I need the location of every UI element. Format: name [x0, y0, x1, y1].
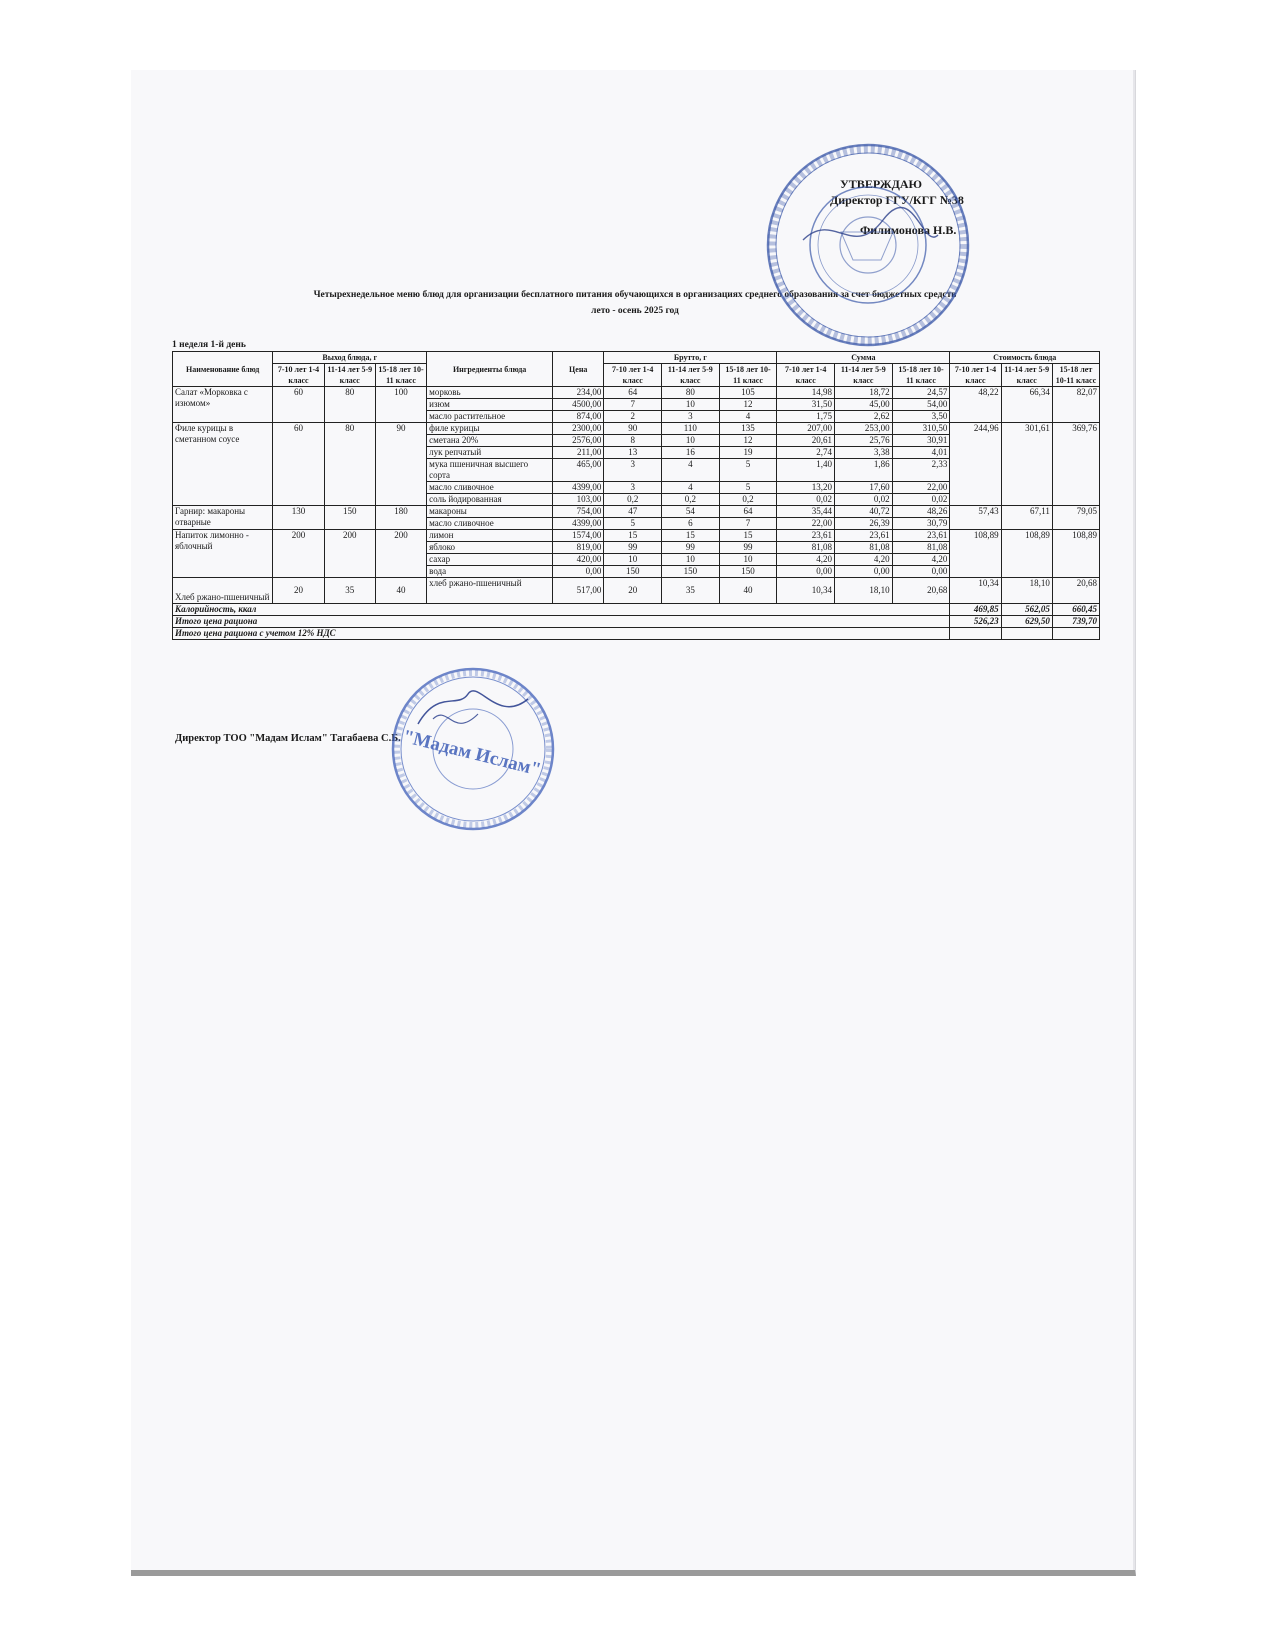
gross-cell: 99 [719, 542, 777, 554]
gross-cell: 90 [604, 423, 662, 435]
header-age: 15-18 лет 10-11 класс [719, 364, 777, 387]
gross-cell: 35 [662, 578, 720, 604]
dish-name: Филе курицы в сметанном соусе [173, 423, 273, 506]
gross-cell: 64 [604, 387, 662, 399]
yield-cell: 35 [324, 578, 375, 604]
gross-cell: 19 [719, 447, 777, 459]
gross-cell: 15 [604, 530, 662, 542]
total-cell: 739,70 [1052, 616, 1099, 628]
cost-cell: 57,43 [950, 506, 1001, 530]
gross-cell: 6 [662, 518, 720, 530]
ingredient-cell: масло сливочное [427, 518, 553, 530]
table-row [173, 387, 1100, 399]
sum-cell: 30,91 [892, 435, 950, 447]
total-cell: 629,50 [1001, 616, 1052, 628]
sum-cell: 22,00 [777, 518, 835, 530]
cost-cell: 244,96 [950, 423, 1001, 506]
gross-cell: 20 [604, 578, 662, 604]
price-cell: 4399,00 [553, 518, 604, 530]
cost-cell: 10,34 [950, 578, 1001, 604]
yield-cell: 90 [375, 423, 426, 506]
gross-cell: 2 [604, 411, 662, 423]
cost-cell: 108,89 [1001, 530, 1052, 578]
header-age: 7-10 лет 1-4 класс [604, 364, 662, 387]
total-cell: 562,05 [1001, 604, 1052, 616]
header-dish: Наименование блюд [173, 352, 273, 387]
dish-name: Гарнир: макароны отварные [173, 506, 273, 530]
price-cell: 4399,00 [553, 482, 604, 494]
sum-cell: 4,01 [892, 447, 950, 459]
gross-cell: 40 [719, 578, 777, 604]
gross-cell: 0,2 [604, 494, 662, 506]
sum-cell: 31,50 [777, 399, 835, 411]
sum-cell: 1,86 [835, 459, 893, 482]
approval-heading: УТВЕРЖДАЮ [840, 177, 923, 191]
sum-cell: 3,50 [892, 411, 950, 423]
yield-cell: 200 [324, 530, 375, 578]
dish-name: Напиток лимонно - яблочный [173, 530, 273, 578]
price-cell: 754,00 [553, 506, 604, 518]
yield-cell: 80 [324, 387, 375, 423]
sum-cell: 2,33 [892, 459, 950, 482]
dish-name: Салат «Морковка с изюмом» [173, 387, 273, 423]
total-cell: 469,85 [950, 604, 1001, 616]
total-cell [1052, 628, 1099, 640]
table-row [173, 578, 1100, 604]
header-price: Цена [553, 352, 604, 387]
gross-cell: 47 [604, 506, 662, 518]
sum-cell: 1,75 [777, 411, 835, 423]
cost-cell: 369,76 [1052, 423, 1099, 506]
gross-cell: 10 [604, 554, 662, 566]
document-title: Четырехнедельное меню блюд для организации бесплатного питания обучающихся в организациях среднего образования за счет бюджетных средств [313, 290, 957, 300]
yield-cell: 130 [273, 506, 324, 530]
gross-cell: 99 [662, 542, 720, 554]
header-gross: Брутто, г [604, 352, 777, 364]
sum-cell: 26,39 [835, 518, 893, 530]
gross-cell: 105 [719, 387, 777, 399]
menu-table [172, 351, 1100, 640]
yield-cell: 60 [273, 423, 324, 506]
ingredient-cell: мука пшеничная высшего сорта [427, 459, 553, 482]
sum-cell: 0,02 [835, 494, 893, 506]
gross-cell: 13 [604, 447, 662, 459]
header-age: 11-14 лет 5-9 класс [662, 364, 720, 387]
price-cell: 517,00 [553, 578, 604, 604]
price-cell: 420,00 [553, 554, 604, 566]
ingredient-cell: морковь [427, 387, 553, 399]
price-cell: 234,00 [553, 387, 604, 399]
ingredient-cell: яблоко [427, 542, 553, 554]
gross-cell: 5 [719, 482, 777, 494]
gross-cell: 150 [662, 566, 720, 578]
price-cell: 1574,00 [553, 530, 604, 542]
sum-cell: 17,60 [835, 482, 893, 494]
sum-cell: 48,26 [892, 506, 950, 518]
gross-cell: 12 [719, 435, 777, 447]
sum-cell: 4,20 [835, 554, 893, 566]
gross-cell: 4 [662, 482, 720, 494]
total-label: Итого цена рациона с учетом 12% НДС [173, 628, 950, 640]
sum-cell: 23,61 [892, 530, 950, 542]
yield-cell: 200 [273, 530, 324, 578]
sum-cell: 35,44 [777, 506, 835, 518]
gross-cell: 15 [662, 530, 720, 542]
approval-block [830, 176, 964, 238]
sum-cell: 23,61 [777, 530, 835, 542]
gross-cell: 12 [719, 399, 777, 411]
sum-cell: 24,57 [892, 387, 950, 399]
cost-cell: 108,89 [950, 530, 1001, 578]
sum-cell: 4,20 [777, 554, 835, 566]
gross-cell: 80 [662, 387, 720, 399]
cost-cell: 108,89 [1052, 530, 1099, 578]
approval-position: Директор ГГУ/КГГ №38 [830, 193, 964, 207]
total-row [173, 604, 1100, 616]
price-cell: 0,00 [553, 566, 604, 578]
header-yield: Выход блюда, г [273, 352, 427, 364]
sum-cell: 0,02 [892, 494, 950, 506]
header-age: 7-10 лет 1-4 класс [950, 364, 1001, 387]
total-cell [1001, 628, 1052, 640]
gross-cell: 150 [604, 566, 662, 578]
approval-name: Филимонова Н.В. [860, 223, 957, 237]
price-cell: 819,00 [553, 542, 604, 554]
sum-cell: 4,20 [892, 554, 950, 566]
ingredient-cell: лук репчатый [427, 447, 553, 459]
gross-cell: 64 [719, 506, 777, 518]
total-cell [950, 628, 1001, 640]
gross-cell: 7 [719, 518, 777, 530]
cost-cell: 18,10 [1001, 578, 1052, 604]
header-age: 15-18 лет 10-11 класс [1052, 364, 1099, 387]
price-cell: 4500,00 [553, 399, 604, 411]
sum-cell: 0,00 [892, 566, 950, 578]
ingredient-cell: сметана 20% [427, 435, 553, 447]
table-row [173, 530, 1100, 542]
gross-cell: 3 [662, 411, 720, 423]
table-header-row [173, 352, 1100, 364]
cost-cell: 301,61 [1001, 423, 1052, 506]
total-cell: 660,45 [1052, 604, 1099, 616]
header-age: 11-14 лет 5-9 класс [835, 364, 893, 387]
yield-cell: 150 [324, 506, 375, 530]
gross-cell: 54 [662, 506, 720, 518]
cost-cell: 67,11 [1001, 506, 1052, 530]
day-label: 1 неделя 1-й день [172, 340, 246, 350]
sum-cell: 22,00 [892, 482, 950, 494]
gross-cell: 0,2 [662, 494, 720, 506]
header-age: 15-18 лет 10-11 класс [375, 364, 426, 387]
price-cell: 211,00 [553, 447, 604, 459]
sum-cell: 1,40 [777, 459, 835, 482]
yield-cell: 80 [324, 423, 375, 506]
ingredient-cell: масло сливочное [427, 482, 553, 494]
dish-name: Хлеб ржано-пшеничный [173, 578, 273, 604]
total-row [173, 616, 1100, 628]
sum-cell: 0,00 [777, 566, 835, 578]
total-cell: 526,23 [950, 616, 1001, 628]
director-signature-line: Директор ТОО "Мадам Ислам" Тагабаева С.Б. [175, 733, 401, 744]
price-cell: 465,00 [553, 459, 604, 482]
sum-cell: 14,98 [777, 387, 835, 399]
gross-cell: 5 [719, 459, 777, 482]
cost-cell: 66,34 [1001, 387, 1052, 423]
ingredient-cell: хлеб ржано-пшеничный [427, 578, 553, 604]
gross-cell: 10 [662, 554, 720, 566]
sum-cell: 310,50 [892, 423, 950, 435]
sum-cell: 13,20 [777, 482, 835, 494]
header-age: 15-18 лет 10-11 класс [892, 364, 950, 387]
sum-cell: 0,00 [835, 566, 893, 578]
sum-cell: 40,72 [835, 506, 893, 518]
gross-cell: 16 [662, 447, 720, 459]
gross-cell: 4 [662, 459, 720, 482]
ingredient-cell: соль йодированная [427, 494, 553, 506]
table-row [173, 423, 1100, 435]
yield-cell: 180 [375, 506, 426, 530]
gross-cell: 10 [662, 435, 720, 447]
sum-cell: 45,00 [835, 399, 893, 411]
gross-cell: 10 [719, 554, 777, 566]
sum-cell: 18,10 [835, 578, 893, 604]
yield-cell: 40 [375, 578, 426, 604]
gross-cell: 0,2 [719, 494, 777, 506]
sum-cell: 207,00 [777, 423, 835, 435]
header-age: 11-14 лет 5-9 класс [324, 364, 375, 387]
cost-cell: 20,68 [1052, 578, 1099, 604]
gross-cell: 150 [719, 566, 777, 578]
cost-cell: 82,07 [1052, 387, 1099, 423]
ingredient-cell: масло растительное [427, 411, 553, 423]
cost-cell: 48,22 [950, 387, 1001, 423]
total-row [173, 628, 1100, 640]
total-label: Калорийность, ккал [173, 604, 950, 616]
price-cell: 2576,00 [553, 435, 604, 447]
sum-cell: 25,76 [835, 435, 893, 447]
sum-cell: 23,61 [835, 530, 893, 542]
gross-cell: 8 [604, 435, 662, 447]
ingredient-cell: макароны [427, 506, 553, 518]
supplier-stamp-text: "Мадам Ислам" [400, 726, 544, 781]
gross-cell: 110 [662, 423, 720, 435]
sum-cell: 0,02 [777, 494, 835, 506]
gross-cell: 10 [662, 399, 720, 411]
gross-cell: 3 [604, 459, 662, 482]
price-cell: 103,00 [553, 494, 604, 506]
ingredient-cell: изюм [427, 399, 553, 411]
total-label: Итого цена рациона [173, 616, 950, 628]
price-cell: 2300,00 [553, 423, 604, 435]
yield-cell: 200 [375, 530, 426, 578]
ingredient-cell: лимон [427, 530, 553, 542]
sum-cell: 81,08 [835, 542, 893, 554]
header-age: 7-10 лет 1-4 класс [273, 364, 324, 387]
sum-cell: 20,61 [777, 435, 835, 447]
gross-cell: 7 [604, 399, 662, 411]
cost-cell: 79,05 [1052, 506, 1099, 530]
header-age: 7-10 лет 1-4 класс [777, 364, 835, 387]
sum-cell: 81,08 [892, 542, 950, 554]
document-subtitle: лето - осень 2025 год [591, 306, 679, 316]
price-cell: 874,00 [553, 411, 604, 423]
sum-cell: 3,38 [835, 447, 893, 459]
gross-cell: 15 [719, 530, 777, 542]
table-subheader-row [173, 364, 1100, 387]
header-age: 11-14 лет 5-9 класс [1001, 364, 1052, 387]
sum-cell: 81,08 [777, 542, 835, 554]
sum-cell: 253,00 [835, 423, 893, 435]
yield-cell: 60 [273, 387, 324, 423]
header-sum: Сумма [777, 352, 950, 364]
gross-cell: 135 [719, 423, 777, 435]
gross-cell: 4 [719, 411, 777, 423]
sum-cell: 30,79 [892, 518, 950, 530]
yield-cell: 20 [273, 578, 324, 604]
yield-cell: 100 [375, 387, 426, 423]
sum-cell: 2,62 [835, 411, 893, 423]
sum-cell: 2,74 [777, 447, 835, 459]
gross-cell: 5 [604, 518, 662, 530]
table-row [173, 506, 1100, 518]
ingredient-cell: вода [427, 566, 553, 578]
gross-cell: 99 [604, 542, 662, 554]
header-ingredients: Ингредиенты блюда [427, 352, 553, 387]
sum-cell: 20,68 [892, 578, 950, 604]
gross-cell: 3 [604, 482, 662, 494]
sum-cell: 18,72 [835, 387, 893, 399]
ingredient-cell: сахар [427, 554, 553, 566]
header-cost: Стоимость блюда [950, 352, 1100, 364]
sum-cell: 10,34 [777, 578, 835, 604]
ingredient-cell: филе курицы [427, 423, 553, 435]
sum-cell: 54,00 [892, 399, 950, 411]
